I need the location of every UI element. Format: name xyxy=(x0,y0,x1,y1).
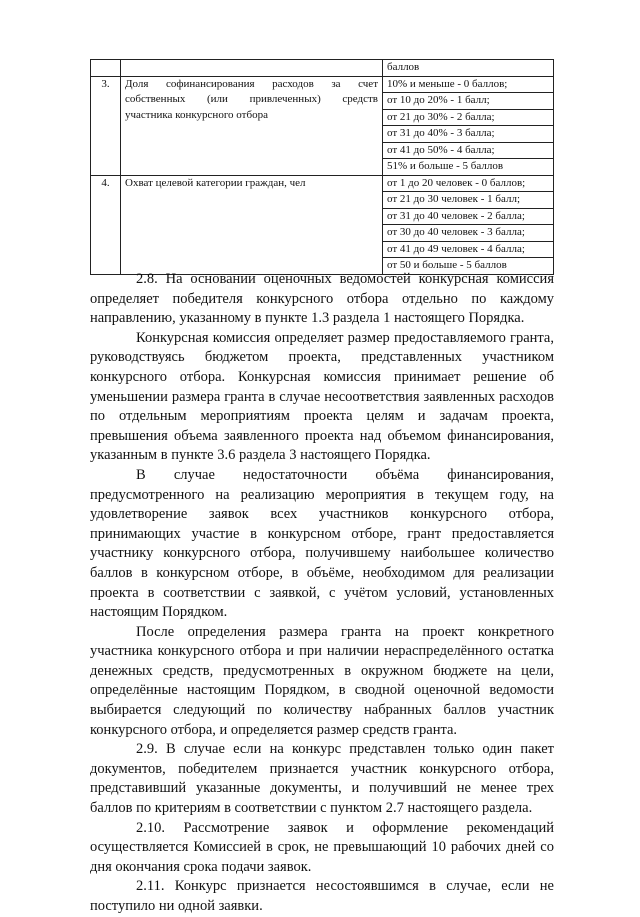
score-line: баллов xyxy=(387,61,420,73)
score-line: от 21 до 30% - 2 балла; xyxy=(383,110,553,127)
table-cell-name xyxy=(121,60,383,77)
score-line: от 10 до 20% - 1 балл; xyxy=(383,93,553,110)
paragraph-remaining-funds: После определения размера гранта на проект конкретного участника конкурсного отбора и при наличии нераспределённого остатка денежных средств, предусмотренных в окружном бюджете на цели, определённые настоящим Порядком, в сводной оценочной ведомости выбирается следующий по количеству набранных баллов участник конкурсного отбора, и определяется размер средств гранта. xyxy=(90,623,554,738)
score-line: от 41 до 50% - 4 балла; xyxy=(383,143,553,160)
score-line: от 31 до 40 человек - 2 балла; xyxy=(383,209,553,226)
criterion-name xyxy=(121,76,383,175)
criterion-name-line: собственных (или привлеченных) средств xyxy=(125,93,378,105)
criterion-name-line: участника конкурсного отбора xyxy=(125,108,268,121)
paragraph-2-8: 2.8. На основании оценочных ведомостей конкурсная комиссия определяет победителя конкурсного отбора отдельно по каждому направлению, указанному в пункте 1.3 раздела 1 настоящего Порядка. xyxy=(90,271,554,327)
criterion-name-line: Охват целевой категории граждан, чел xyxy=(125,176,306,189)
table-row-continuation xyxy=(91,60,554,77)
paragraph-insufficient-funding: В случае недостаточности объёма финансирования, предусмотренного на реализацию мероприятия в текущем году, на удовлетворение заявок всех участников конкурсного отбора, принимающих участие в конкурсном отборе, грант предоставляется участнику конкурсного отбора, получившему наибольшее количество баллов в конкурсном отборе, в объёме, необходимом для реализации проекта в соответствии с заявкой, с учётом условий, установленных настоящим Порядком. xyxy=(90,466,554,621)
paragraph-2-10: 2.10. Рассмотрение заявок и оформление рекомендаций осуществляется Комиссией в срок, не превышающий 10 рабочих дней со дня окончания срока подачи заявок. xyxy=(90,819,554,875)
score-line: 10% и меньше - 0 баллов; xyxy=(383,77,553,94)
score-list xyxy=(383,175,554,274)
score-line: 51% и больше - 5 баллов xyxy=(387,160,504,172)
table-row xyxy=(91,175,554,274)
score-list xyxy=(383,76,554,175)
criteria-table xyxy=(90,59,554,275)
score-line: от 50 и больше - 5 баллов xyxy=(387,259,507,271)
paragraph-grant-size: Конкурсная комиссия определяет размер предоставляемого гранта, руководствуясь бюджетом проекта, представленных участником конкурсного отбора. Конкурсная комиссия принимает решение об уменьшении размера гранта в случае несоответствия заявленных расходов по отдельным мероприятиям проекта целям и задачам проекта, превышения объема заявленного проекта над объемом финансирования, указанным в пункте 3.6 раздела 3 настоящего Порядка. xyxy=(90,329,554,464)
score-line: от 1 до 20 человек - 0 баллов; xyxy=(383,176,553,193)
score-line: от 31 до 40% - 3 балла; xyxy=(383,126,553,143)
criterion-name-line: Доля софинансирования расходов за счет xyxy=(125,77,378,90)
row-number: 3. xyxy=(91,76,121,175)
row-number: 4. xyxy=(91,175,121,274)
criterion-name xyxy=(121,175,383,274)
table-row xyxy=(91,76,554,175)
score-line: от 21 до 30 человек - 1 балл; xyxy=(383,192,553,209)
score-line: от 30 до 40 человек - 3 балла; xyxy=(383,225,553,242)
document-body xyxy=(90,270,554,917)
table-cell-num xyxy=(91,60,121,77)
table-cell-score xyxy=(383,60,554,77)
score-line: от 41 до 49 человек - 4 балла; xyxy=(383,242,553,259)
paragraph-2-9: 2.9. В случае если на конкурс представлен только один пакет документов, победителем признается участник конкурсного отбора, представивший указанные документы, и получивший не менее трех баллов по критериям в соответствии с пунктом 2.7 настоящего раздела. xyxy=(90,741,554,817)
paragraph-2-11: 2.11. Конкурс признается несостоявшимся в случае, если не поступило ни одной заявки. xyxy=(90,878,554,914)
